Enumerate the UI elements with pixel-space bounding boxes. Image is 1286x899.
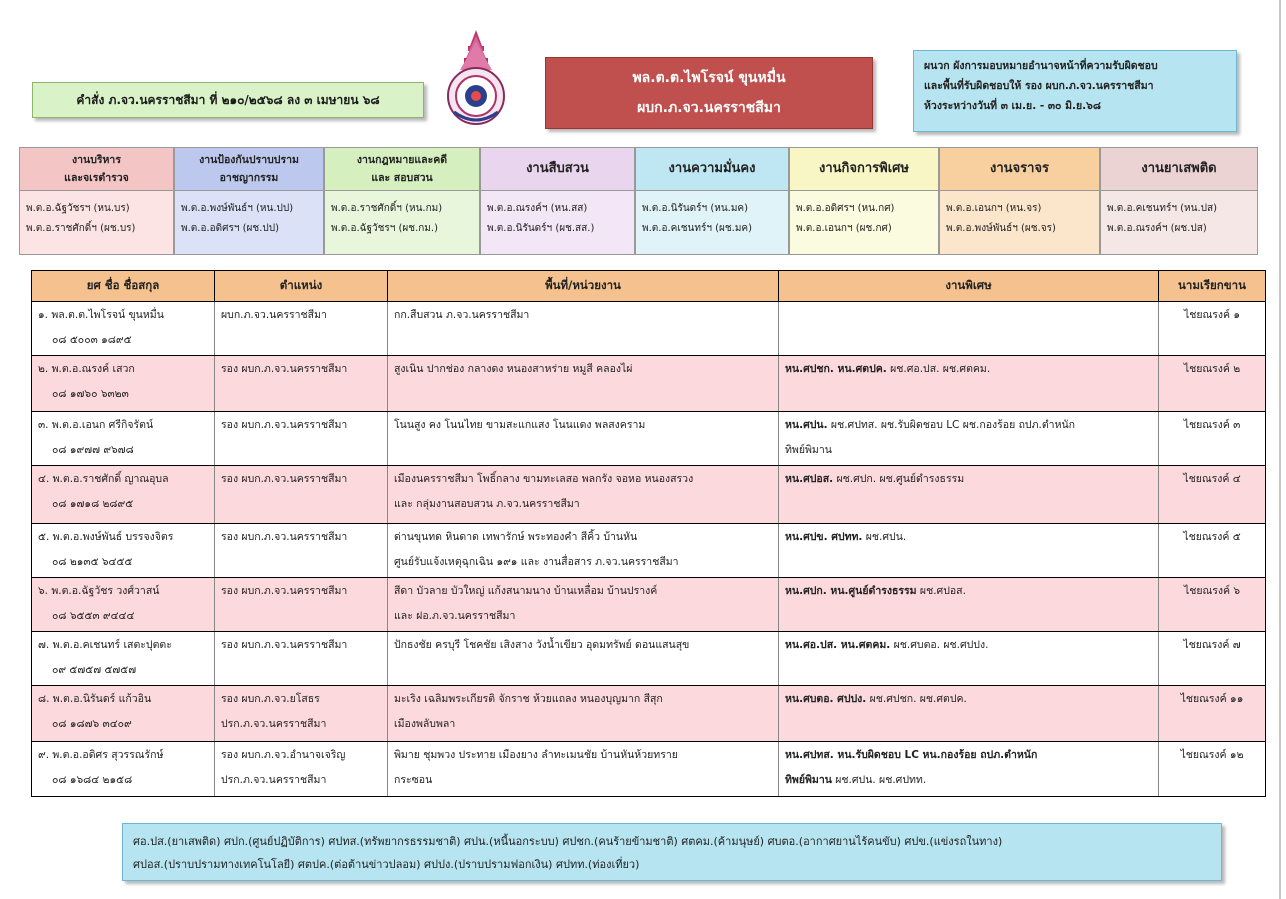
table-row	[32, 578, 1266, 632]
dept-title: งานจราจร	[939, 147, 1100, 191]
cell-special	[779, 578, 1159, 632]
officer-name: ๗. พ.ต.อ.คเชนทร์ เสตะปุตตะ	[38, 639, 172, 651]
officer-phone: ๐๘ ๒๑๓๕ ๖๔๕๕	[52, 556, 133, 568]
special-secondary: ผช.ศปก. ผช.ศูนย์ดำรงธรรม	[833, 473, 965, 485]
special-secondary: ผช.ศปอส.	[916, 585, 966, 597]
table-row	[32, 686, 1266, 742]
cell-position	[215, 686, 388, 742]
cell-special	[779, 632, 1159, 686]
officer-phone: ๐๘ ๑๘๗๖ ๓๔๐๙	[52, 718, 132, 730]
officer-phone: ๐๘ ๕๐๐๓ ๑๘๙๕	[52, 334, 132, 346]
area-line-1: มะเริง เฉลิมพระเกียรติ จักราช ห้วยแถลง หนองบุญมาก สีสุก	[394, 693, 663, 705]
position-line-1: รอง ผบก.ภ.จว.นครราชสีมา	[221, 531, 348, 543]
position-line-1: รอง ผบก.ภ.จว.นครราชสีมา	[221, 585, 348, 597]
cell-callsign: ไชยณรงค์ ๑๒	[1159, 742, 1266, 797]
cell-area	[388, 632, 779, 686]
police-emblem-logo	[440, 28, 512, 128]
table-header-row	[32, 271, 1266, 302]
cell-callsign: ไชยณรงค์ ๔	[1159, 466, 1266, 524]
cell-position	[215, 356, 388, 412]
position-line-1: รอง ผบก.ภ.จว.นครราชสีมา	[221, 639, 348, 651]
cell-position	[215, 578, 388, 632]
special-primary: หน.ศบตอ. ศปปง.	[785, 693, 867, 705]
page-edge-divider	[1279, 0, 1281, 899]
officer-phone: ๐๘ ๑๙๗๗ ๙๖๗๘	[52, 444, 134, 456]
dept-card	[19, 147, 174, 255]
officer-name: ๖. พ.ต.อ.ฉัฐวัชร วงศ์วาสน์	[38, 585, 160, 597]
position-line-2: ปรก.ภ.จว.นครราชสีมา	[221, 718, 327, 730]
cell-name	[32, 412, 215, 466]
cell-position	[215, 466, 388, 524]
abbreviation-legend	[122, 823, 1222, 881]
cell-callsign: ไชยณรงค์ ๕	[1159, 524, 1266, 578]
cell-name	[32, 302, 215, 356]
special-secondary: ผช.ศบตอ. ผช.ศปปง.	[890, 639, 989, 651]
table-row	[32, 412, 1266, 466]
table-row	[32, 742, 1266, 797]
area-line-1: เมืองนครราชสีมา โพธิ์กลาง ขามทะเลสอ พลกรัง จอหอ หนองสรวง	[394, 473, 694, 485]
special-primary: หน.ศปชก. หน.ศตปค.	[785, 363, 887, 375]
position-line-1: ผบก.ภ.จว.นครราชสีมา	[221, 309, 327, 321]
special-secondary-2: ผช.ศปน. ผช.ศปทท.	[831, 774, 927, 786]
position-line-1: รอง ผบก.ภ.จว.นครราชสีมา	[221, 419, 348, 431]
dept-title: งานป้องกันปราบปราม อาชญากรรม	[174, 147, 324, 191]
cell-position	[215, 302, 388, 356]
header-callsign: นามเรียกขาน	[1159, 271, 1266, 302]
cell-area	[388, 578, 779, 632]
officer-phone: ๐๘ ๑๖๘๔ ๒๑๕๘	[52, 774, 133, 786]
area-line-1: สูงเนิน ปากช่อง กลางดง หนองสาหร่าย หมูสี คลองไผ่	[394, 363, 633, 375]
header-area: พื้นที่/หน่วยงาน	[388, 271, 779, 302]
officer-name: ๘. พ.ต.อ.นิรันดร์ แก้วอิน	[38, 693, 152, 705]
cell-name	[32, 742, 215, 797]
cell-position	[215, 412, 388, 466]
cell-area	[388, 524, 779, 578]
dept-card	[324, 147, 480, 255]
cell-name	[32, 466, 215, 524]
special-secondary: ผช.ศอ.ปส. ผช.ศตคม.	[886, 363, 991, 375]
cell-position	[215, 632, 388, 686]
area-line-1: ด่านขุนทด หินดาด เทพารักษ์ พระทองคำ สีคิ้ว บ้านหัน	[394, 531, 638, 543]
officer-phone: ๐๘ ๖๕๕๓ ๙๔๔๔	[52, 610, 135, 622]
officer-phone: ๐๙ ๕๗๕๗ ๕๗๕๗	[52, 664, 137, 676]
cell-area	[388, 356, 779, 412]
cell-special	[779, 302, 1159, 356]
cell-area	[388, 742, 779, 797]
area-line-2: กระซอน	[394, 774, 433, 786]
area-line-1: สีดา บัวลาย บัวใหญ่ แก้งสนามนาง บ้านเหลื่อม บ้านปรางค์	[394, 585, 658, 597]
special-primary: หน.ศปข. ศปทท.	[785, 531, 863, 543]
commander-position: ผบก.ภ.จว.นครราชสีมา	[637, 100, 781, 116]
special-primary: หน.ศปอส.	[785, 473, 834, 485]
dept-card	[939, 147, 1100, 255]
legend-line-2: ศปอส.(ปราบปรามทางเทคโนโลยี) ศตปค.(ต่อต้านข่าวปลอม) ศปปง.(ปราบปรามฟอกเงิน) ศปทท.(ท่องเที่ยว)	[133, 858, 640, 871]
officer-name: ๙. พ.ต.อ.อดิศร สุวรรณรักษ์	[38, 749, 164, 761]
area-line-2: และ กลุ่มงานสอบสวน ภ.จว.นครราชสีมา	[394, 498, 580, 510]
cell-name	[32, 356, 215, 412]
dept-staff: พ.ต.อ.เอนกฯ (หน.จร) พ.ต.อ.พงษ์พันธ์ฯ (ผช.จร)	[939, 191, 1100, 255]
assignment-line-1: ผนวก ผังการมอบหมายอำนาจหน้าที่ความรับผิดชอบ	[924, 60, 1158, 72]
cell-callsign: ไชยณรงค์ ๒	[1159, 356, 1266, 412]
cell-position	[215, 524, 388, 578]
commander-name-box	[545, 57, 873, 129]
dept-title: งานกฎหมายและคดี และ สอบสวน	[324, 147, 480, 191]
officer-name: ๔. พ.ต.อ.ราชศักดิ์ ญาณอุบล	[38, 473, 169, 485]
order-text: คำสั่ง ภ.จว.นครราชสีมา ที่ ๒๑๐/๒๕๖๘ ลง ๓ เมษายน ๖๘	[76, 92, 380, 107]
special-primary-2: ทิพย์พิมาน	[785, 774, 832, 786]
position-line-2: ปรก.ภ.จว.นครราชสีมา	[221, 774, 327, 786]
position-line-1: รอง ผบก.ภ.จว.นครราชสีมา	[221, 473, 348, 485]
area-line-1: ปักธงชัย ครบุรี โชคชัย เสิงสาง วังน้ำเขียว อุดมทรัพย์ ดอนแสนสุข	[394, 639, 690, 651]
special-primary: หน.ศปก. หน.ศูนย์ดำรงธรรม	[785, 585, 917, 597]
dept-card	[1100, 147, 1258, 255]
area-line-1: กก.สืบสวน ภ.จว.นครราชสีมา	[394, 309, 530, 321]
officer-name: ๓. พ.ต.อ.เอนก ศรีกิจรัตน์	[38, 419, 154, 431]
special-secondary-2: ทิพย์พิมาน	[785, 444, 832, 456]
assignment-table	[31, 270, 1266, 797]
dept-staff: พ.ต.อ.ราชศักดิ์ฯ (หน.กม) พ.ต.อ.ฉัฐวัชรฯ (ผช.กม.)	[324, 191, 480, 255]
cell-position	[215, 742, 388, 797]
officer-name: ๕. พ.ต.อ.พงษ์พันธ์ บรรจงจิตร	[38, 531, 174, 543]
assignment-line-3: ห้วงระหว่างวันที่ ๓ เม.ย. - ๓๐ มิ.ย.๖๘	[924, 100, 1101, 112]
dept-staff: พ.ต.อ.อดิศรฯ (หน.กศ) พ.ต.อ.เอนกฯ (ผช.กศ)	[789, 191, 939, 255]
area-line-1: โนนสูง คง โนนไทย ขามสะแกแสง โนนแดง พลสงคราม	[394, 419, 646, 431]
position-line-1: รอง ผบก.ภ.จว.ยโสธร	[221, 693, 320, 705]
special-secondary: ผช.ศปทส. ผช.รับผิดชอบ LC ผช.กองร้อย ถปภ.ตำหนัก	[827, 419, 1076, 431]
dept-staff: พ.ต.อ.ฉัฐวัชรฯ (หน.บร) พ.ต.อ.ราชศักดิ์ฯ (ผช.บร)	[19, 191, 174, 255]
special-secondary: ผช.ศปชก. ผช.ศตปค.	[866, 693, 967, 705]
dept-card	[174, 147, 324, 255]
dept-card	[789, 147, 939, 255]
cell-special	[779, 466, 1159, 524]
dept-card	[635, 147, 789, 255]
assignment-line-2: และพื้นที่รับผิดชอบให้ รอง ผบก.ภ.จว.นครราชสีมา	[924, 80, 1154, 92]
table-row	[32, 356, 1266, 412]
cell-callsign: ไชยณรงค์ ๓	[1159, 412, 1266, 466]
cell-area	[388, 466, 779, 524]
cell-special	[779, 412, 1159, 466]
dept-title: งานความมั่นคง	[635, 147, 789, 191]
special-primary: หน.ศปน.	[785, 419, 828, 431]
cell-special	[779, 686, 1159, 742]
dept-card	[480, 147, 635, 255]
area-line-2: เมืองพลับพลา	[394, 718, 456, 730]
cell-name	[32, 524, 215, 578]
cell-area	[388, 686, 779, 742]
table-row	[32, 466, 1266, 524]
officer-name: ๒. พ.ต.อ.ณรงค์ เสวก	[38, 363, 135, 375]
legend-line-1: ศอ.ปส.(ยาเสพติด) ศปก.(ศูนย์ปฏิบัติการ) ศปทส.(ทรัพยากรธรรมชาติ) ศปน.(หนี้นอกระบบ) ศปชก.(คนร้ายข้ามชาติ) ศตคม.(ค้ามนุษย์) ศบตอ.(อากาศยานไร้คนขับ) ศปข.(แข่งรถในทาง)	[133, 835, 1003, 848]
dept-staff: พ.ต.อ.พงษ์พันธ์ฯ (หน.ปป) พ.ต.อ.อดิศรฯ (ผช.ปป)	[174, 191, 324, 255]
cell-special	[779, 524, 1159, 578]
dept-staff: พ.ต.อ.ณรงค์ฯ (หน.สส) พ.ต.อ.นิรันดร์ฯ (ผช.สส.)	[480, 191, 635, 255]
officer-name: ๑. พล.ต.ต.ไพโรจน์ ขุนหมื่น	[38, 309, 164, 321]
dept-staff: พ.ต.อ.นิรันดร์ฯ (หน.มค) พ.ต.อ.คเชนทร์ฯ (ผช.มค)	[635, 191, 789, 255]
dept-title: งานยาเสพติด	[1100, 147, 1258, 191]
position-line-1: รอง ผบก.ภ.จว.อำนาจเจริญ	[221, 749, 346, 761]
cell-area	[388, 302, 779, 356]
dept-title: งานกิจการพิเศษ	[789, 147, 939, 191]
cell-callsign: ไชยณรงค์ ๑๑	[1159, 686, 1266, 742]
special-secondary: ผช.ศปน.	[862, 531, 907, 543]
cell-special	[779, 356, 1159, 412]
special-primary: หน.ศปทส. หน.รับผิดชอบ LC หน.กองร้อย ถปภ.ตำหนัก	[785, 749, 1038, 761]
order-reference	[32, 82, 424, 118]
area-line-2: ศูนย์รับแจ้งเหตุฉุกเฉิน ๑๙๑ และ งานสื่อสาร ภ.จว.นครราชสีมา	[394, 556, 679, 568]
header-position: ตำแหน่ง	[215, 271, 388, 302]
cell-area	[388, 412, 779, 466]
commander-name: พล.ต.ต.ไพโรจน์ ขุนหมื่น	[632, 70, 786, 86]
special-primary: หน.ศอ.ปส. หน.ศตคม.	[785, 639, 891, 651]
cell-name	[32, 578, 215, 632]
header-special: งานพิเศษ	[779, 271, 1159, 302]
cell-callsign: ไชยณรงค์ ๖	[1159, 578, 1266, 632]
dept-title: งานสืบสวน	[480, 147, 635, 191]
header-name: ยศ ชื่อ ชื่อสกุล	[32, 271, 215, 302]
dept-staff: พ.ต.อ.คเชนทร์ฯ (หน.ปส) พ.ต.อ.ณรงค์ฯ (ผช.ปส)	[1100, 191, 1258, 255]
area-line-1: พิมาย ชุมพวง ประทาย เมืองยาง ลำทะเมนชัย บ้านหันห้วยทราย	[394, 749, 678, 761]
cell-special	[779, 742, 1159, 797]
cell-callsign: ไชยณรงค์ ๗	[1159, 632, 1266, 686]
position-line-1: รอง ผบก.ภ.จว.นครราชสีมา	[221, 363, 348, 375]
dept-title: งานบริหาร และจเรตำรวจ	[19, 147, 174, 191]
assignment-note	[913, 50, 1237, 132]
cell-name	[32, 632, 215, 686]
table-row	[32, 302, 1266, 356]
area-line-2: และ ฝอ.ภ.จว.นครราชสีมา	[394, 610, 516, 622]
table-row	[32, 524, 1266, 578]
table-row	[32, 632, 1266, 686]
officer-phone: ๐๘ ๑๗๑๘ ๒๘๙๕	[52, 498, 134, 510]
officer-phone: ๐๘ ๑๗๖๐ ๖๓๒๓	[52, 388, 129, 400]
cell-name	[32, 686, 215, 742]
cell-callsign: ไชยณรงค์ ๑	[1159, 302, 1266, 356]
